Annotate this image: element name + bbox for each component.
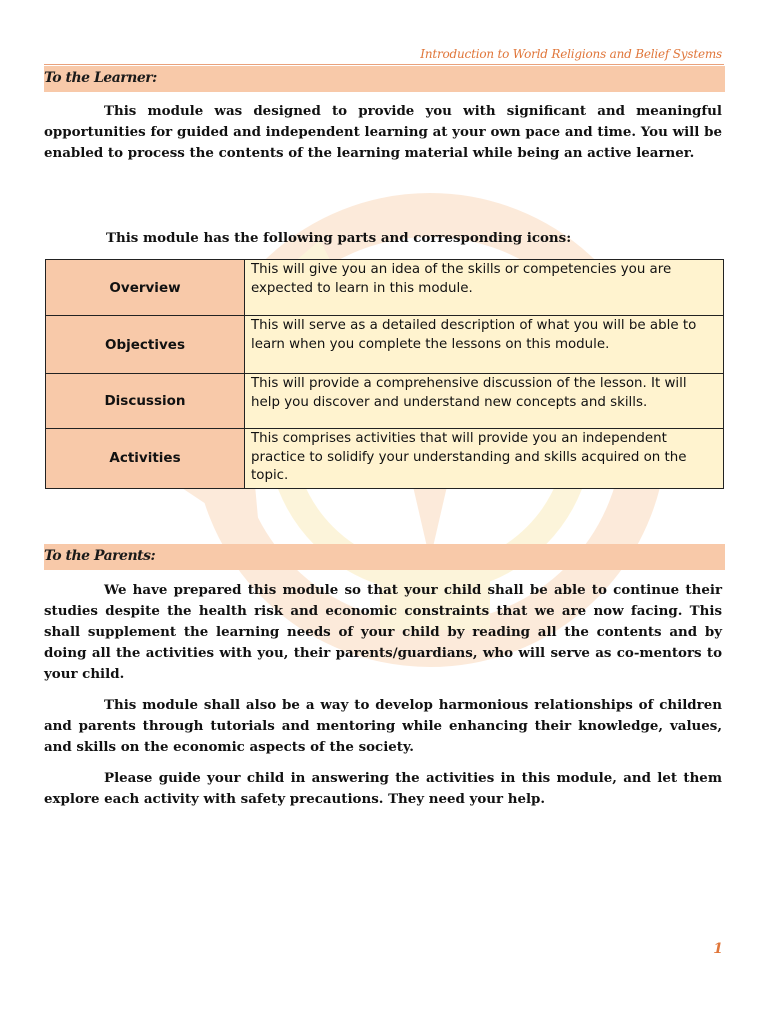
parents-paragraph-2: This module shall also be a way to develop harmonious relationships of children and parents through tutorials and mentoring while enhancing their knowledge, values, and skills on the economic aspects of the society. [44, 697, 722, 755]
part-description: This will provide a comprehensive discussion of the lesson. It will help you discover and understand new concepts and skills. [245, 374, 724, 429]
part-name-objectives: Objectives [46, 316, 245, 374]
learner-heading: To the Learner: [44, 70, 157, 86]
parents-paragraph-3: Please guide your child in answering the activities in this module, and let them explore each activity with safety precautions. They need your help. [44, 770, 722, 807]
table-row [46, 260, 724, 316]
header-rule [44, 64, 724, 65]
running-header-title: Introduction to World Religions and Belief Systems [420, 47, 722, 61]
parents-heading: To the Parents: [44, 548, 156, 564]
table-row [46, 429, 724, 489]
part-description: This comprises activities that will provide you an independent practice to solidify your understanding and skills acquired on the topic. [245, 429, 724, 489]
part-name-activities: Activities [46, 429, 245, 489]
module-parts-table [45, 259, 724, 489]
table-intro: This module has the following parts and corresponding icons: [106, 230, 572, 246]
learner-paragraph: This module was designed to provide you with significant and meaningful opportunities for guided and independent learning at your own pace and time. You will be enabled to process the contents of the learning material while being an active learner. [44, 103, 722, 161]
part-description: This will serve as a detailed description of what you will be able to learn when you complete the lessons on this module. [245, 316, 724, 374]
learner-section-bar [44, 66, 725, 92]
parents-paragraph-1: We have prepared this module so that your child shall be able to continue their studies despite the health risk and economic constraints that we are now facing. This shall supplement the learning needs of your child by reading all the contents and by doing all the activities with you, their parents/guardians, who will serve as co-mentors to your child. [44, 582, 722, 682]
parents-section-bar [44, 544, 725, 570]
part-name-overview: Overview [46, 260, 245, 316]
table-row [46, 316, 724, 374]
page-number: 1 [713, 941, 723, 957]
part-name-discussion: Discussion [46, 374, 245, 429]
part-description: This will give you an idea of the skills or competencies you are expected to learn in this module. [245, 260, 724, 316]
table-row [46, 374, 724, 429]
